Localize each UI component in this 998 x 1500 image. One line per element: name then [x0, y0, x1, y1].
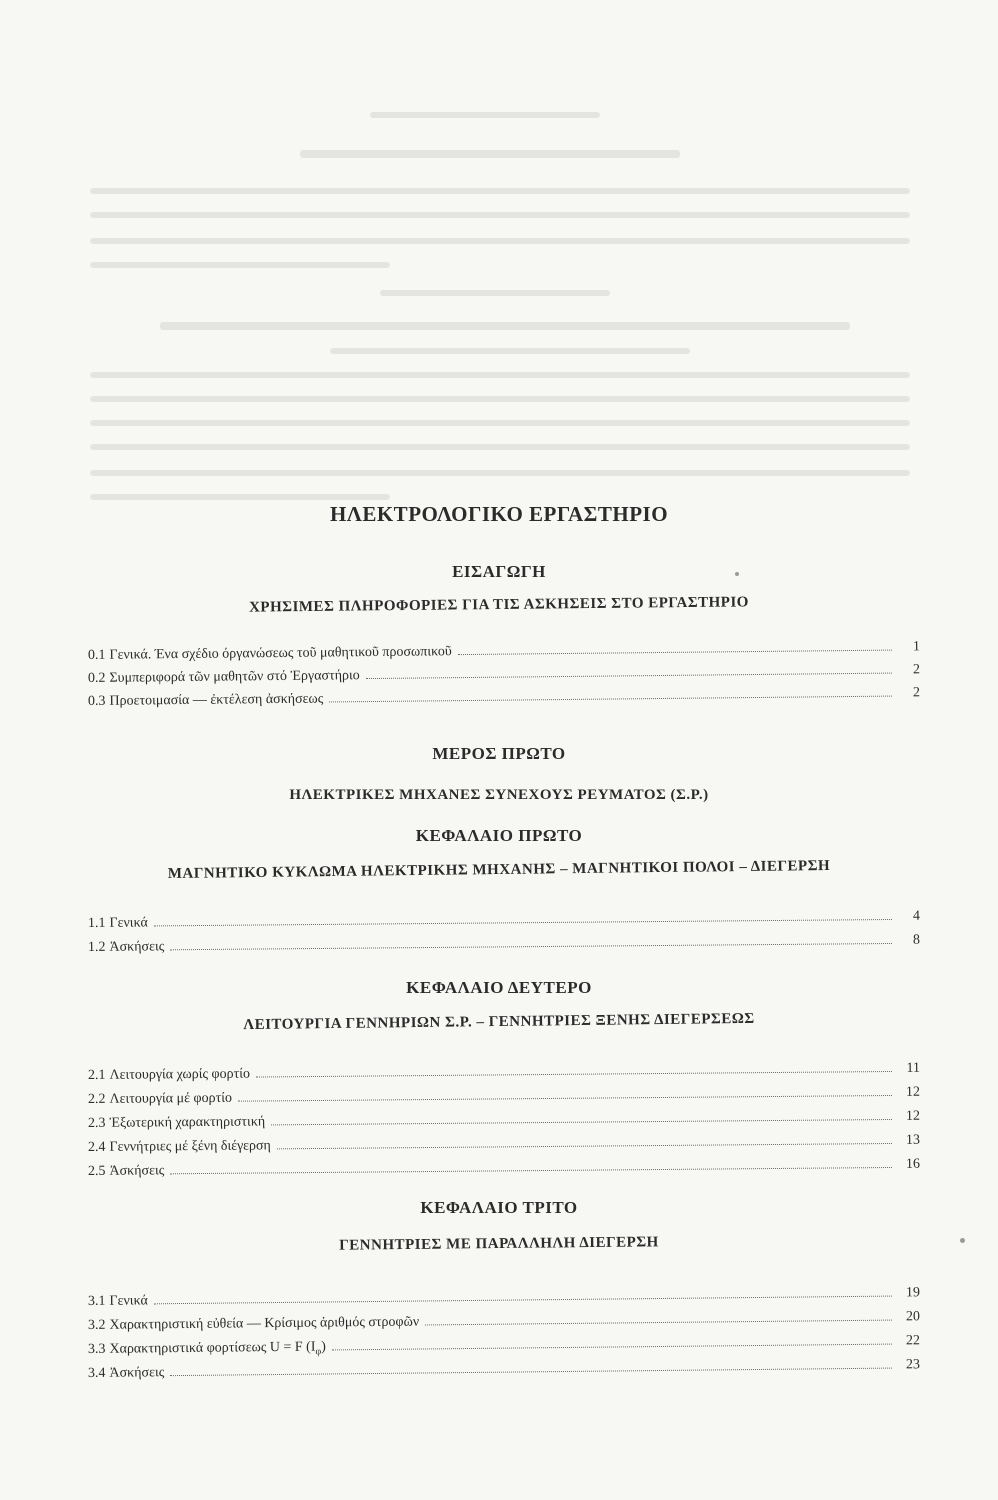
document-title: ΗΛΕΚΤΡΟΛΟΓΙΚΟ ΕΡΓΑΣΤΗΡΙΟ — [329, 502, 669, 526]
leader-dots — [366, 673, 892, 680]
leader-dots — [425, 1320, 892, 1326]
toc-entry-page: 4 — [912, 908, 921, 924]
toc-entry-title: 1.1 Γενικά — [87, 915, 148, 931]
toc-entry[interactable] — [88, 933, 920, 962]
toc-entry-page: 2 — [912, 662, 920, 678]
toc-entry-title: 2.1 Λειτουργία χωρίς φορτίο — [87, 1066, 251, 1083]
toc-entry-title: 0.3 Προετοιμασία — ἐκτέλεση ἀσκήσεως — [87, 691, 324, 709]
toc-entry-title: 0.1 Γενικά. Ένα σχέδιο όργανώσεως τοῦ μαθητικοῦ προσωπικοῦ — [87, 644, 452, 663]
scan-speck — [960, 1238, 965, 1243]
toc-entry-page: 1 — [912, 639, 920, 655]
chapter-1-heading: ΚΕΦΑΛΑΙΟ ΠΡΩΤΟ — [415, 826, 583, 845]
leader-dots — [170, 943, 892, 950]
chapter-2-heading: ΚΕΦΑΛΑΙΟ ΔΕΥΤΕΡΟ — [406, 978, 592, 997]
toc-entry-title: 0.2 Συμπεριφορά τῶν μαθητῶν στό Ἐργαστήριο — [87, 668, 360, 686]
toc-entry[interactable] — [88, 1157, 920, 1186]
toc-entry-page: 11 — [906, 1060, 921, 1076]
toc-entry-title: 3.2 Χαρακτηριστική εὐθεία — Κρίσιμος ἀριθμός στροφῶν — [87, 1314, 420, 1333]
toc-entry-title: 1.2 Ἀσκήσεις — [87, 939, 165, 955]
chapter-3-heading: ΚΕΦΑΛΑΙΟ ΤΡΙΤΟ — [420, 1198, 578, 1217]
toc-entry-title: 2.3 Ἐξωτερική χαρακτηριστική — [87, 1114, 266, 1131]
toc-entry-title: 3.4 Ἀσκήσεις — [87, 1365, 165, 1381]
leader-dots — [170, 1368, 892, 1377]
leader-dots — [238, 1095, 892, 1102]
toc-entry-page: 22 — [905, 1333, 920, 1349]
toc-entry-title: 3.1 Γενικά — [87, 1293, 148, 1309]
toc-entry-page: 16 — [905, 1156, 921, 1172]
toc-entry-page: 19 — [905, 1285, 920, 1301]
toc-entry-page: 12 — [905, 1108, 921, 1124]
toc-entry-page: 23 — [905, 1357, 920, 1373]
leader-dots — [170, 1167, 892, 1174]
intro-heading: ΕΙΣΑΓΩΓΗ — [452, 562, 546, 581]
leader-dots — [271, 1119, 892, 1125]
toc-entry-title: 3.3 Χαρακτηριστικά φορτίσεως U = F $(I_\varphi)$ — [87, 1339, 326, 1358]
chapter-3-subheading: ΓΕΝΝΗΤΡΙΕΣ ΜΕ ΠΑΡΑΛΛΗΛΗ ΔΙΕΓΕΡΣΗ — [339, 1234, 659, 1254]
chapter-1-subheading: ΜΑΓΝΗΤΙΚΟ ΚΥΚΛΩΜΑ ΗΛΕΚΤΡΙΚΗΣ ΜΗΧΑΝΗΣ – ΜΑΓΝΗΤΙΚΟΙ ΠΟΛΟΙ – ΔΙΕΓΕΡΣΗ — [167, 857, 831, 883]
leader-dots — [154, 1296, 892, 1305]
toc-entry-page: 8 — [912, 932, 921, 948]
toc-entry-title: 2.4 Γεννήτριες μέ ξένη διέγερση — [87, 1138, 271, 1155]
chapter-2-subheading: ΛΕΙΤΟΥΡΓΙΑ ΓΕΝΝΗΡΙΩΝ Σ.Ρ. – ΓΕΝΝΗΤΡΙΕΣ ΞΕΝΗΣ ΔΙΕΓΕΡΣΕΩΣ — [243, 1010, 755, 1034]
intro-subheading: ΧΡΗΣΙΜΕΣ ΠΛΗΡΟΦΟΡΙΕΣ ΓΙΑ ΤΙΣ ΑΣΚΗΣΕΙΣ ΣΤΟ ΕΡΓΑΣΤΗΡΙΟ — [248, 594, 750, 616]
leader-dots — [458, 650, 892, 656]
toc-entry-page: 20 — [905, 1309, 920, 1325]
leader-dots — [329, 696, 892, 703]
toc-entry-page: 2 — [912, 685, 920, 701]
toc-entry-page: 13 — [905, 1132, 921, 1148]
scan-speck — [735, 572, 739, 576]
part-heading: ΜΕΡΟΣ ΠΡΩΤΟ — [432, 744, 566, 763]
toc-entry-title: 2.5 Ἀσκήσεις — [87, 1163, 165, 1179]
toc-entry-title: 2.2 Λειτουργία μέ φορτίο — [87, 1090, 233, 1107]
leader-dots — [332, 1344, 892, 1351]
leader-dots — [154, 919, 892, 926]
leader-dots — [277, 1143, 892, 1149]
part-subheading: ΗΛΕΚΤΡΙΚΕΣ ΜΗΧΑΝΕΣ ΣΥΝΕΧΟΥΣ ΡΕΥΜΑΤΟΣ (Σ.Ρ.) — [289, 787, 709, 803]
toc-entry-page: 12 — [905, 1084, 921, 1100]
leader-dots — [256, 1071, 892, 1078]
